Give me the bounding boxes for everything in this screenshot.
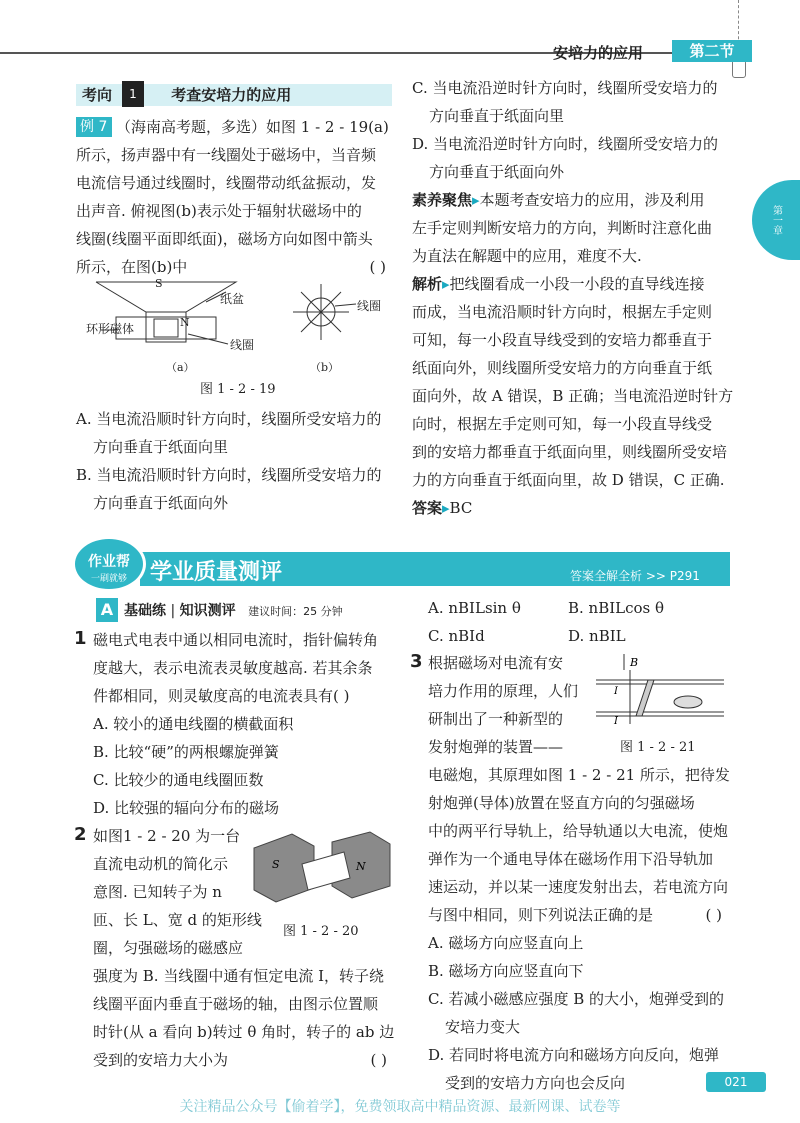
q3-paren: ( ) bbox=[705, 906, 722, 924]
figure-label-s: S bbox=[155, 277, 163, 290]
q2-line: 意图. 已知转子为 n bbox=[93, 883, 222, 901]
section-badge: 第二节 bbox=[672, 40, 752, 62]
svg-text:B: B bbox=[630, 656, 639, 669]
q1-stem bbox=[93, 626, 378, 822]
q3-line: 电磁炮，其原理如图 1 - 2 - 21 所示，把待发 bbox=[428, 766, 730, 784]
analysis-line: 把线圈看成一小段一小段的直导线连接 bbox=[449, 275, 705, 293]
q3-line: 研制出了一种新型的 bbox=[428, 710, 564, 728]
q2-option: A. nBILsin θ bbox=[428, 599, 521, 617]
logo-top: 作业帮 bbox=[88, 554, 130, 570]
example-line: 电流信号通过线圈时，线圈带动纸盆振动，发 bbox=[76, 174, 377, 192]
analysis-line: 到的安培力都垂直于纸面向里，则线圈所受安培 bbox=[412, 443, 728, 461]
q3-line: 根据磁场对电流有安 bbox=[428, 654, 564, 672]
q3-option-d-cont: 受到的安培力方向也会反向 bbox=[445, 1074, 626, 1092]
analysis-line: 力的方向垂直于纸面向里，故 D 错误，C 正确. bbox=[412, 471, 725, 489]
example-options-cd: C. 当电流沿逆时针方向时，线圈所受安培力的 方向垂直于纸面向里 D. 当电流沿逆时针方向时，线圈所受安培力的 方向垂直于纸面向外 素养聚焦▸本题考查安培力的应用，涉及利用 左手定则判断安培力的方向，判断时注意化曲 为直法在解题中的应用，难度不大. 解析▸把线圈看成一小段一小段的直导线连接 而成，当电流沿顺时针方向时，根据左手定则 可知，每一小段直导线受到的安培力都垂直于 纸面向外，则线圈所受安培力的方向垂直于纸 面向外，故 A 错误，B 正确；当电流沿逆时针方 向时，根据左手定则可知，每一小段直导线受 到的安培力都垂直于纸面向里，则线圈所受安培 力的方向垂直于纸面向里，故 D 错误，C 正确. 答案▸BC bbox=[412, 74, 733, 522]
focus-line: 本题考查安培力的应用，涉及利用 bbox=[479, 191, 705, 209]
example-badge: 例 7 bbox=[76, 117, 112, 137]
q2-number: 2 bbox=[74, 824, 87, 845]
time-value: 25 分钟 bbox=[303, 605, 343, 618]
q1-line: 件都相同，则灵敏度高的电流表具有( ) bbox=[93, 687, 350, 705]
analysis-line: 可知，每一小段直导线受到的安培力都垂直于 bbox=[412, 331, 713, 349]
focus-label: 素养聚焦 bbox=[412, 191, 473, 209]
example-line: 线圈(线圈平面即纸面)，磁场方向如图中箭头 bbox=[76, 230, 373, 248]
q2-stem-short bbox=[93, 822, 262, 962]
figure-sub-a: （a） bbox=[166, 361, 195, 374]
time-label: 建议时间： bbox=[248, 605, 304, 618]
svg-text:S: S bbox=[272, 858, 280, 871]
q3-option-d: D. 若同时将电流方向和磁场方向反向，炮弹 bbox=[428, 1046, 720, 1064]
q3-line: 发射炮弹的装置—— bbox=[428, 738, 564, 756]
q2-line: 圈，匀强磁场的磁感应 bbox=[93, 939, 244, 957]
q2-line: 线圈平面内垂直于磁场的轴，由图示位置顺 bbox=[93, 995, 379, 1013]
topic-prefix: 考向 bbox=[82, 86, 113, 104]
figure-label-coil-b: 线圈 bbox=[357, 299, 382, 313]
q2-line: 直流电动机的简化示 bbox=[93, 855, 229, 873]
q2-option: D. nBIL bbox=[568, 627, 626, 645]
focus-line: 左手定则判断安培力的方向，判断时注意化曲 bbox=[412, 219, 713, 237]
option-d-cont: 方向垂直于纸面向外 bbox=[429, 163, 565, 181]
basic-title: 基础练 bbox=[124, 603, 166, 619]
topic-title: 考查安培力的应用 bbox=[171, 86, 292, 104]
option-a: A. 当电流沿顺时针方向时，线圈所受安培力的 bbox=[76, 410, 382, 428]
header-title: 安培力的应用 bbox=[553, 44, 644, 62]
option-b: B. 当电流沿顺时针方向时，线圈所受安培力的 bbox=[76, 466, 382, 484]
option-c-cont: 方向垂直于纸面向里 bbox=[429, 107, 565, 125]
figure-1-2-21 bbox=[594, 650, 734, 730]
figure-caption: 图 1 - 2 - 19 bbox=[200, 382, 276, 397]
answer-label: 答案 bbox=[412, 499, 443, 517]
q3-option-a: A. 磁场方向应竖直向上 bbox=[428, 934, 584, 952]
answer-reference: 答案全解全析 >> P291 bbox=[570, 569, 700, 583]
option-c: C. 当电流沿逆时针方向时，线圈所受安培力的 bbox=[412, 79, 718, 97]
q3-stem-short bbox=[428, 649, 578, 761]
example-line: 所示，在图(b)中 bbox=[76, 258, 188, 276]
figure-sub-b: （b） bbox=[310, 361, 340, 374]
section-title: 学业质量测评 bbox=[150, 560, 283, 585]
figure-label-coil: 线圈 bbox=[230, 338, 255, 352]
q2-line: 强度为 B. 当线圈中通有恒定电流 I，转子绕 bbox=[93, 967, 385, 985]
q2-line: 匝、长 L、宽 d 的矩形线 bbox=[93, 911, 262, 929]
option-d: D. 当电流沿逆时针方向时，线圈所受安培力的 bbox=[412, 135, 719, 153]
svg-text:N: N bbox=[356, 860, 366, 873]
q3-line: 速运动，并以某一速度发射出去，若电流方向 bbox=[428, 878, 729, 896]
example-stem bbox=[116, 113, 389, 141]
q2-stem-full bbox=[93, 962, 394, 1074]
q3-line: 中的两平行导轨上，给导轨通以大电流，使炮 bbox=[428, 822, 729, 840]
example-line: 出声音. 俯视图(b)表示处于辐射状磁场中的 bbox=[76, 202, 362, 220]
q3-figure-caption: 图 1 - 2 - 21 bbox=[620, 740, 696, 755]
q3-line: 弹作为一个通电导体在磁场作用下沿导轨加 bbox=[428, 850, 714, 868]
example-line: （海南高考题，多选）如图 1 - 2 - 19(a) bbox=[116, 118, 389, 136]
level-letter: A bbox=[96, 598, 118, 622]
q3-option-c-cont: 安培力变大 bbox=[445, 1018, 521, 1036]
figure-label-paper-cone: 纸盆 bbox=[220, 292, 245, 306]
q3-stem-full bbox=[428, 761, 730, 1097]
q1-option: A. 较小的通电线圈的横截面积 bbox=[93, 715, 294, 733]
q1-option: C. 比较少的通电线圈匝数 bbox=[93, 771, 264, 789]
analysis-line: 面向外，故 A 错误，B 正确；当电流沿逆时针方 bbox=[412, 387, 734, 405]
q3-line: 培力作用的原理，人们 bbox=[428, 682, 579, 700]
q1-line: 度越大，表示电流表灵敏度越高. 若其余条 bbox=[93, 659, 373, 677]
q2-line: 时针(从 a 看向 b)转过 θ 角时，转子的 ab 边 bbox=[93, 1023, 395, 1041]
example-options-ab bbox=[76, 405, 382, 517]
q1-number: 1 bbox=[74, 628, 87, 649]
radial-field-diagram bbox=[293, 284, 356, 340]
zuoyebang-logo bbox=[72, 536, 146, 592]
svg-text:I: I bbox=[614, 716, 618, 727]
analysis-line: 而成，当电流沿顺时针方向时，根据左手定则 bbox=[412, 303, 713, 321]
footer-note: 关注精品公众号【偷着学】，免费领取高中精品资源、最新网课、试卷等 bbox=[179, 1099, 621, 1115]
example-stem-cont bbox=[76, 141, 386, 281]
topic-number-icon: 1 bbox=[122, 81, 144, 107]
basic-subtitle: 知识测评 bbox=[179, 603, 236, 619]
option-b-cont: 方向垂直于纸面向外 bbox=[93, 494, 229, 512]
q1-option: B. 比较“硬”的两根螺旋弹簧 bbox=[93, 743, 279, 761]
analysis-line: 向时，根据左手定则可知，每一小段直导线受 bbox=[412, 415, 713, 433]
q3-option-b: B. 磁场方向应竖直向下 bbox=[428, 962, 584, 980]
q2-paren: ( ) bbox=[370, 1051, 387, 1069]
q2-figure-caption: 图 1 - 2 - 20 bbox=[283, 924, 359, 939]
q1-line: 磁电式电表中通以相同电流时，指针偏转角 bbox=[93, 631, 379, 649]
option-a-cont: 方向垂直于纸面向里 bbox=[93, 438, 229, 456]
logo-bottom: 一刷就够 bbox=[90, 574, 127, 584]
figure-label-n: N bbox=[180, 316, 190, 329]
basic-header: 基础练 | 知识测评 建议时间：25 分钟 bbox=[124, 603, 343, 619]
q2-option: C. nBId bbox=[428, 627, 485, 645]
figure-label-magnet: 环形磁体 bbox=[86, 322, 135, 336]
svg-text:I: I bbox=[614, 686, 618, 697]
q2-option: B. nBILcos θ bbox=[568, 599, 665, 617]
q3-option-c: C. 若减小磁感应强度 B 的大小，炮弹受到的 bbox=[428, 990, 725, 1008]
answer-value: BC bbox=[449, 499, 473, 517]
answer-paren: ( ) bbox=[369, 258, 386, 276]
analysis-label: 解析 bbox=[412, 275, 443, 293]
q3-number: 3 bbox=[410, 651, 423, 672]
focus-line: 为直法在解题中的应用，难度不大. bbox=[412, 247, 642, 265]
q3-line: 射炮弹(导体)放置在竖直方向的匀强磁场 bbox=[428, 794, 695, 812]
analysis-line: 纸面向外，则线圈所受安培力的方向垂直于纸 bbox=[412, 359, 713, 377]
chapter-side-tab: 第一章 bbox=[752, 180, 800, 260]
q3-line: 与图中相同，则下列说法正确的是 bbox=[428, 906, 654, 924]
figure-1-2-20 bbox=[252, 830, 392, 916]
page-number: 021 bbox=[706, 1072, 766, 1092]
q2-line: 受到的安培力大小为 bbox=[93, 1051, 229, 1069]
example-line: 所示，扬声器中有一线圈处于磁场中，当音频 bbox=[76, 146, 377, 164]
q1-option: D. 比较强的辐向分布的磁场 bbox=[93, 799, 280, 817]
q2-options bbox=[428, 594, 728, 650]
q2-line: 如图1 - 2 - 20 为一台 bbox=[93, 827, 241, 845]
